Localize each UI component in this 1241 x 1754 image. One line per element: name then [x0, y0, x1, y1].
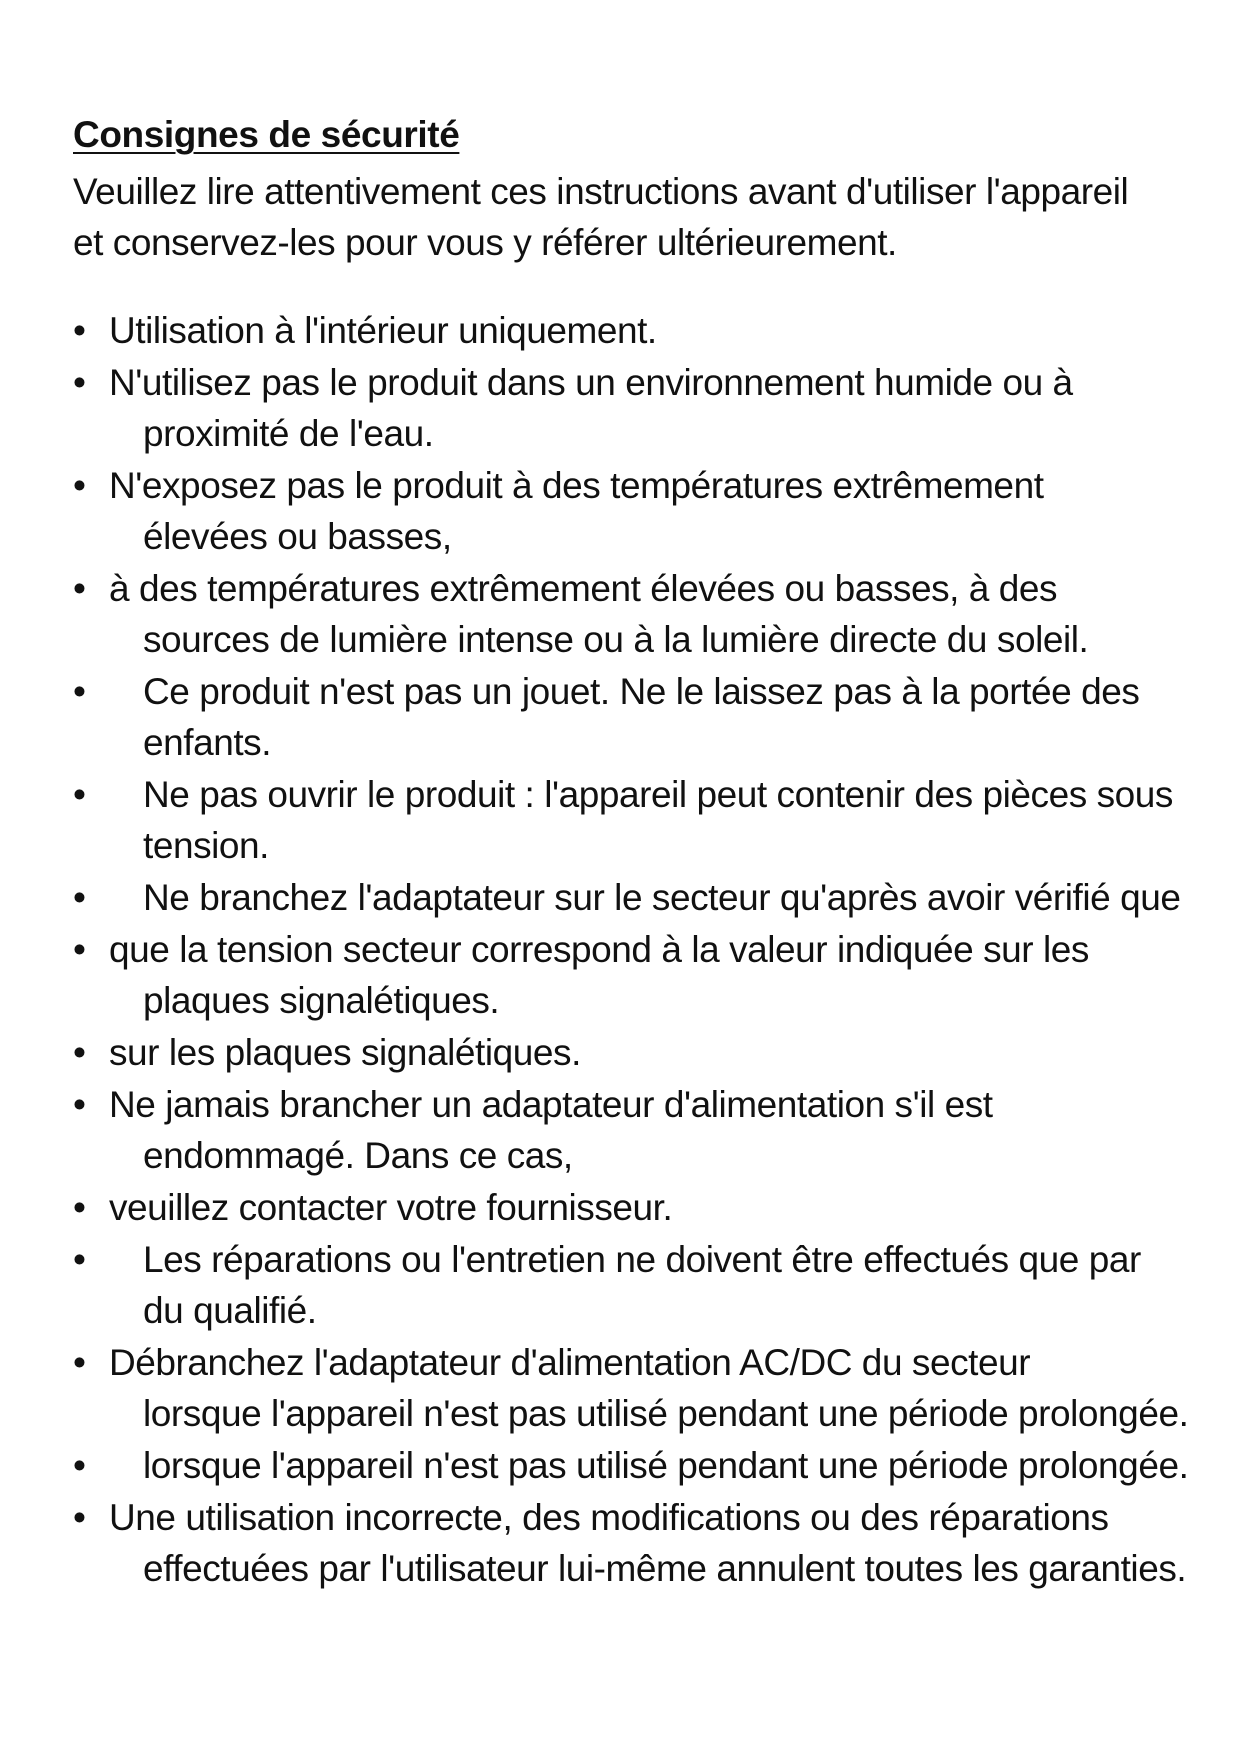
list-item	[73, 872, 1193, 923]
list-item-text: sur les plaques signalétiques.	[109, 1032, 581, 1073]
bullet-icon: •	[73, 362, 86, 403]
bullet-icon: •	[73, 671, 86, 712]
list-item-text: à des températures extrêmement élevées ou basses, à des	[109, 568, 1058, 609]
list-item	[73, 769, 1193, 871]
bullet-icon: •	[73, 465, 86, 506]
list-item-text: élevées ou basses,	[143, 516, 452, 557]
bullet-icon: •	[73, 1187, 86, 1228]
list-item-text: Débranchez l'adaptateur d'alimentation AC/DC du secteur	[109, 1342, 1031, 1383]
bullet-icon: •	[73, 929, 86, 970]
list-item-text: veuillez contacter votre fournisseur.	[109, 1187, 673, 1228]
list-item	[73, 1027, 1193, 1078]
list-item-text: lorsque l'appareil n'est pas utilisé pendant une période prolongée.	[143, 1445, 1189, 1486]
list-item	[73, 924, 1193, 1026]
list-item-text: lorsque l'appareil n'est pas utilisé pendant une période prolongée.	[143, 1393, 1189, 1434]
list-item-text: Ne jamais brancher un adaptateur d'alimentation s'il est	[109, 1084, 993, 1125]
list-item	[73, 1440, 1193, 1491]
safety-instructions-list	[73, 305, 1193, 1595]
list-item-text: sources de lumière intense ou à la lumière directe du soleil.	[143, 619, 1089, 660]
list-item-text: N'utilisez pas le produit dans un environnement humide ou à	[109, 362, 1073, 403]
list-item	[73, 1234, 1193, 1336]
bullet-icon: •	[73, 774, 86, 815]
list-item-text: plaques signalétiques.	[143, 980, 500, 1021]
bullet-icon: •	[73, 1445, 86, 1486]
intro-line: et conservez-les pour vous y référer ultérieurement.	[73, 222, 897, 263]
page-title: Consignes de sécurité	[73, 114, 460, 155]
list-item	[73, 460, 1193, 562]
list-item	[73, 563, 1193, 665]
list-item-text: enfants.	[143, 722, 272, 763]
list-item	[73, 1492, 1193, 1594]
list-item-text: du qualifié.	[143, 1290, 317, 1331]
list-item	[73, 1079, 1193, 1181]
list-item-text: que la tension secteur correspond à la valeur indiquée sur les	[109, 929, 1089, 970]
list-item	[73, 666, 1193, 768]
bullet-icon: •	[73, 877, 86, 918]
bullet-icon: •	[73, 1342, 86, 1383]
list-item-text: Utilisation à l'intérieur uniquement.	[109, 310, 657, 351]
list-item-text: Ce produit n'est pas un jouet. Ne le laissez pas à la portée des	[143, 671, 1140, 712]
list-item	[73, 1337, 1193, 1439]
bullet-icon: •	[73, 568, 86, 609]
list-item-text: proximité de l'eau.	[143, 413, 434, 454]
list-item-text: Ne branchez l'adaptateur sur le secteur qu'après avoir vérifié que	[143, 877, 1181, 918]
list-item	[73, 305, 1193, 356]
list-item-text: tension.	[143, 825, 269, 866]
intro-paragraph	[73, 166, 1193, 268]
list-item	[73, 1182, 1193, 1233]
list-item-text: Une utilisation incorrecte, des modifications ou des réparations	[109, 1497, 1109, 1538]
bullet-icon: •	[73, 1497, 86, 1538]
bullet-icon: •	[73, 310, 86, 351]
intro-line: Veuillez lire attentivement ces instructions avant d'utiliser l'appareil	[73, 171, 1129, 212]
bullet-icon: •	[73, 1032, 86, 1073]
list-item-text: Ne pas ouvrir le produit : l'appareil peut contenir des pièces sous	[143, 774, 1173, 815]
list-item-text: effectuées par l'utilisateur lui-même annulent toutes les garanties.	[143, 1548, 1187, 1589]
list-item-text: endommagé. Dans ce cas,	[143, 1135, 573, 1176]
bullet-icon: •	[73, 1084, 86, 1125]
list-item-text: Les réparations ou l'entretien ne doivent être effectués que par	[143, 1239, 1141, 1280]
list-item-text: N'exposez pas le produit à des températures extrêmement	[109, 465, 1044, 506]
bullet-icon: •	[73, 1239, 86, 1280]
list-item	[73, 357, 1193, 459]
